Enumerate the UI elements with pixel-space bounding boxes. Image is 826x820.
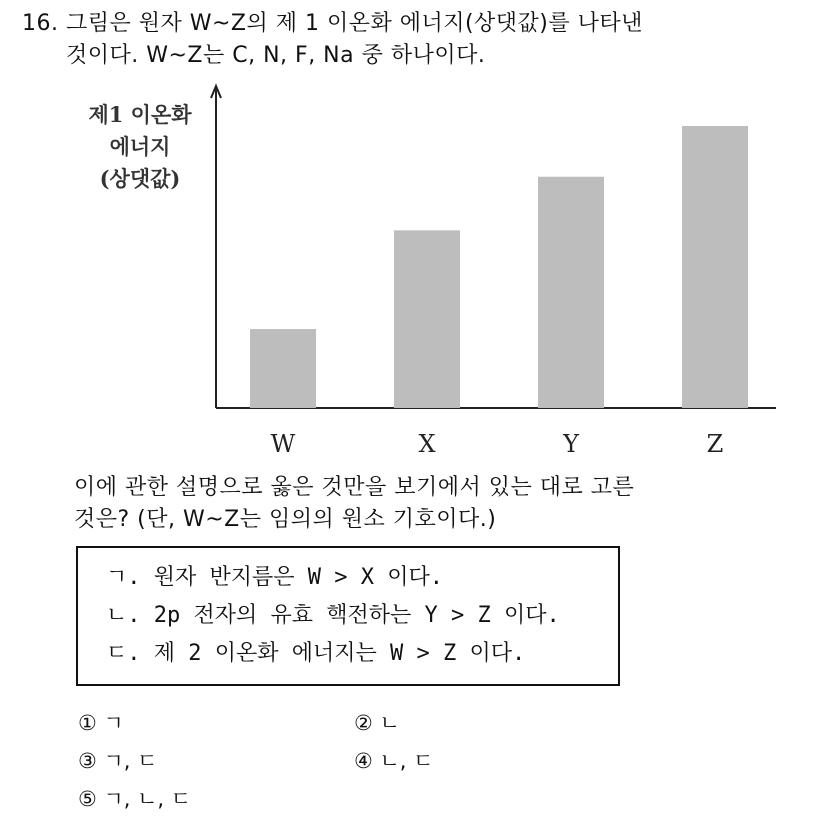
choice-5[interactable]: ⑤ ㄱ, ㄴ, ㄷ [78,787,192,811]
choice-3[interactable]: ③ ㄱ, ㄷ [78,749,158,773]
x-tick-w: W [270,430,296,458]
choice-4[interactable]: ④ ㄴ, ㄷ [354,749,434,773]
question-line-4: 것은? (단, W~Z는 임의의 원소 기호이다.) [74,507,497,532]
ylabel-line-3: (상댓값) [99,166,181,191]
bar-y [538,177,604,408]
statement-1: ㄱ. 원자 반지름은 W > X 이다. [106,565,443,590]
ylabel-line-2: 에너지 [109,134,171,159]
statement-3: ㄷ. 제 2 이온화 에너지는 W > Z 이다. [106,641,526,666]
bar-x [394,230,460,408]
x-tick-x: X [418,430,436,458]
ylabel-line-1: 제1 이온화 [88,102,192,127]
x-tick-y: Y [563,430,579,458]
question-line-1: 16. 그림은 원자 W~Z의 제 1 이온화 에너지(상댓값)를 나타낸 [22,11,643,36]
question-line-3: 이에 관한 설명으로 옳은 것만을 보기에서 있는 대로 고른 [74,475,635,500]
bar-z [682,126,748,408]
statement-box [76,546,620,686]
choice-1[interactable]: ① ㄱ [78,711,124,735]
ionization-energy-chart [70,80,790,470]
choice-2[interactable]: ② ㄴ [354,711,400,735]
bar-w [250,329,316,408]
question-line-2: 것이다. W~Z는 C, N, F, Na 중 하나이다. [66,43,486,68]
x-tick-z: Z [706,430,724,458]
statement-2: ㄴ. 2p 전자의 유효 핵전하는 Y > Z 이다. [106,603,560,628]
